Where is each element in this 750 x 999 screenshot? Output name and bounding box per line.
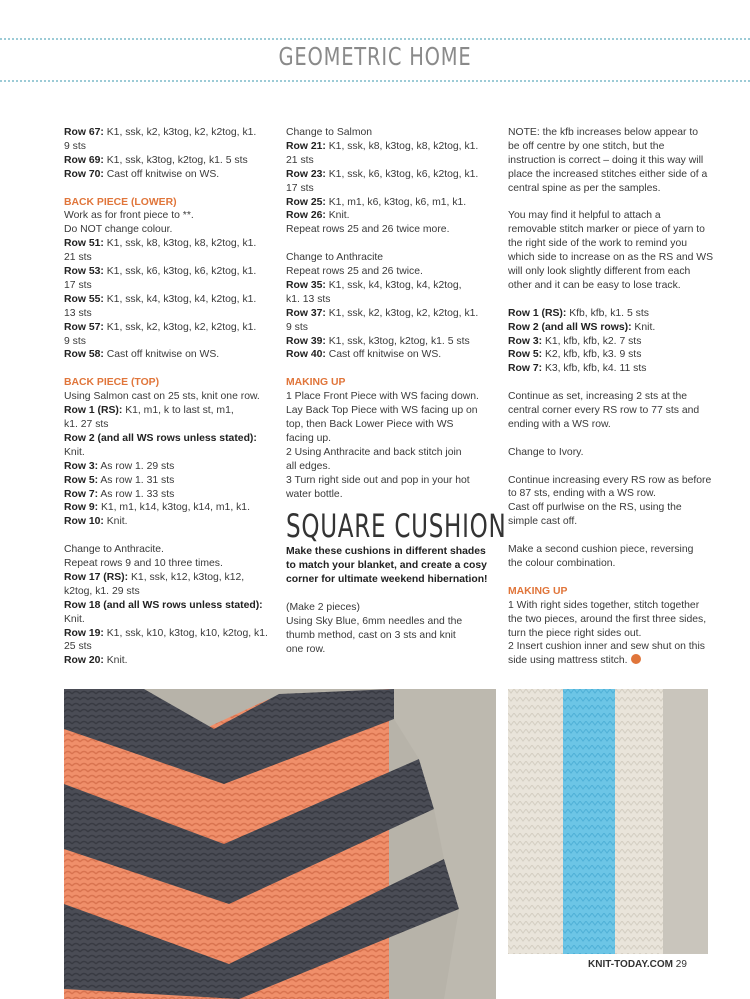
striped-cushion-photo bbox=[508, 689, 708, 954]
section-heading: MAKING UP bbox=[286, 377, 346, 389]
instruction-line bbox=[508, 209, 710, 223]
row-text: Using Salmon cast on 25 sts, knit one row. bbox=[64, 391, 260, 403]
row-text: Continue as set, increasing 2 sts at the bbox=[508, 391, 688, 403]
row-text: You may find it helpful to attach a bbox=[508, 210, 661, 222]
row-text: 2 Using Anthracite and back stitch join bbox=[286, 446, 462, 458]
instruction-line bbox=[64, 571, 264, 585]
row-text: K1, m1, k6, k3tog, k6, m1, k1. bbox=[325, 196, 467, 208]
instruction-line bbox=[286, 251, 488, 265]
row-label: Row 5: bbox=[64, 474, 99, 486]
instruction-line bbox=[508, 446, 710, 460]
row-text: which side to increase on as the RS and WS bbox=[508, 252, 714, 264]
instruction-line bbox=[508, 487, 710, 501]
instruction-line bbox=[64, 460, 264, 474]
row-label: Row 17 (RS): bbox=[64, 571, 129, 583]
instruction-line bbox=[286, 168, 488, 182]
instruction-line bbox=[508, 279, 710, 293]
row-label: Row 10: bbox=[64, 516, 104, 528]
instruction-line bbox=[508, 348, 710, 362]
instruction-line bbox=[64, 613, 264, 627]
instruction-line bbox=[508, 501, 710, 515]
square-cushion-title: SQUARE CUSHION bbox=[286, 507, 507, 546]
row-text: removable stitch marker or piece of yarn to bbox=[508, 224, 705, 236]
row-label: Row 9: bbox=[64, 502, 99, 514]
instruction-line bbox=[64, 335, 264, 349]
row-text: Repeat rows 25 and 26 twice. bbox=[286, 266, 423, 278]
row-text: Knit. bbox=[325, 210, 350, 222]
row-text: K1, ssk, k4, k3tog, k4, k2tog, bbox=[325, 279, 462, 291]
row-label: Row 5: bbox=[508, 349, 543, 361]
instruction-line bbox=[286, 474, 488, 488]
footer-site: KNIT-TODAY.COM bbox=[588, 959, 674, 970]
instruction-line bbox=[64, 432, 264, 446]
row-label: Row 1 (RS): bbox=[508, 307, 567, 319]
row-text: Work as for front piece to **. bbox=[64, 210, 194, 222]
row-label: Row 51: bbox=[64, 238, 104, 250]
row-text: facing up. bbox=[286, 432, 332, 444]
instruction-line bbox=[64, 348, 264, 362]
instruction-line bbox=[508, 613, 710, 627]
row-text: 21 sts bbox=[286, 154, 314, 166]
row-text: K1, kfb, kfb, k2. 7 sts bbox=[542, 335, 642, 347]
row-text: 3 Turn right side out and pop in your hot bbox=[286, 474, 470, 486]
row-text: K1, ssk, k2, k3tog, k2, k2tog, k1. bbox=[325, 307, 479, 319]
row-text: Make a second cushion piece, reversing bbox=[508, 544, 694, 556]
row-label: Row 37: bbox=[286, 307, 326, 319]
column-2 bbox=[286, 126, 507, 657]
row-text: As row 1. 31 sts bbox=[98, 474, 175, 486]
row-label: Row 2 (and all WS rows): bbox=[508, 321, 632, 333]
instruction-line bbox=[508, 140, 710, 154]
section-header: GEOMETRIC HOME bbox=[278, 42, 472, 71]
instruction-line bbox=[64, 168, 264, 182]
row-label: Row 70: bbox=[64, 168, 104, 180]
row-text: other and it can be easy to lose track. bbox=[508, 279, 681, 291]
instruction-line bbox=[286, 154, 488, 168]
instruction-line bbox=[64, 515, 264, 529]
striped-cushion-illustration bbox=[508, 689, 708, 954]
instruction-line bbox=[64, 640, 264, 654]
paragraph-gap bbox=[286, 362, 488, 376]
instruction-line bbox=[64, 140, 264, 154]
instruction-line bbox=[508, 362, 710, 376]
row-text: K1, ssk, k3tog, k2tog, k1. 5 sts bbox=[325, 335, 470, 347]
row-text: Knit. bbox=[103, 655, 128, 667]
instruction-line bbox=[286, 140, 488, 154]
row-label: Row 58: bbox=[64, 349, 104, 361]
row-label: Row 3: bbox=[64, 460, 99, 472]
instruction-line bbox=[508, 321, 710, 335]
chevron-knit-photo bbox=[64, 689, 496, 999]
page-footer bbox=[588, 959, 687, 970]
row-text: the two pieces, around the first three sides, bbox=[508, 613, 707, 625]
row-text: turn the piece right sides out. bbox=[508, 627, 642, 639]
row-label: Row 25: bbox=[286, 196, 326, 208]
row-text: central corner every RS row to 77 sts and bbox=[508, 405, 700, 417]
row-label: Row 39: bbox=[286, 335, 326, 347]
row-label: Row 26: bbox=[286, 210, 326, 222]
instruction-line bbox=[286, 446, 488, 460]
body-line: Using Sky Blue, 6mm needles and the bbox=[286, 615, 463, 627]
instruction-line bbox=[286, 223, 488, 237]
instruction-line bbox=[64, 126, 264, 140]
row-text: place the increased stitches either side of a bbox=[508, 168, 708, 180]
instruction-line bbox=[64, 585, 264, 599]
row-label: Row 67: bbox=[64, 127, 104, 138]
row-text: Change to Anthracite bbox=[286, 252, 384, 264]
body-line: one row. bbox=[286, 643, 326, 655]
row-text: NOTE: the kfb increases below appear to bbox=[508, 127, 699, 138]
row-text: K1, ssk, k8, k3tog, k8, k2tog, k1. bbox=[103, 238, 257, 250]
instruction-line bbox=[64, 627, 268, 641]
instruction-line bbox=[286, 126, 488, 140]
row-text: the right side of the work to remind you bbox=[508, 238, 688, 250]
header-dotted-rule bbox=[0, 80, 750, 82]
column-1 bbox=[64, 126, 268, 668]
paragraph-gap bbox=[64, 529, 264, 543]
column-3 bbox=[508, 126, 714, 668]
row-label: Row 7: bbox=[508, 363, 543, 375]
row-text: Knit. bbox=[64, 613, 85, 625]
instruction-line bbox=[64, 279, 264, 293]
instruction-line bbox=[508, 307, 710, 321]
instruction-line bbox=[286, 390, 488, 404]
row-text: K1, m1, k to last st, m1, bbox=[122, 405, 234, 417]
instruction-line bbox=[286, 335, 488, 349]
instruction-line bbox=[64, 501, 264, 515]
instruction-line bbox=[64, 251, 264, 265]
instruction-line bbox=[508, 543, 710, 557]
row-label: Row 20: bbox=[64, 655, 104, 667]
row-text: Cast off purlwise on the RS, using the bbox=[508, 502, 682, 514]
row-text: 9 sts bbox=[286, 321, 308, 333]
instruction-line bbox=[64, 307, 264, 321]
row-label: Row 55: bbox=[64, 293, 104, 305]
row-text: Knit. bbox=[631, 321, 656, 333]
instruction-line bbox=[64, 154, 264, 168]
instruction-line bbox=[508, 474, 710, 488]
instruction-line bbox=[508, 418, 710, 432]
row-text: central spine as per the samples. bbox=[508, 182, 661, 194]
instruction-line bbox=[508, 599, 710, 613]
row-text: top, then Back Lower Piece with WS bbox=[286, 419, 454, 430]
instruction-line bbox=[286, 404, 488, 418]
row-text: 9 sts bbox=[64, 140, 86, 152]
row-text: Knit. bbox=[64, 446, 85, 458]
row-text: ending with a WS row. bbox=[508, 418, 611, 430]
chevron-knit-illustration bbox=[64, 689, 496, 999]
square-cushion-intro bbox=[286, 545, 488, 587]
row-text: Change to Anthracite. bbox=[64, 544, 164, 556]
row-text: Do NOT change colour. bbox=[64, 224, 173, 236]
row-text: K2, kfb, kfb, k3. 9 sts bbox=[542, 349, 642, 361]
instruction-line bbox=[64, 418, 264, 432]
row-label: Row 40: bbox=[286, 349, 326, 361]
row-text: K1, ssk, k6, k3tog, k6, k2tog, k1. bbox=[325, 168, 479, 180]
row-text: K1, m1, k14, k3tog, k14, m1, k1. bbox=[98, 502, 250, 514]
row-label: Row 21: bbox=[286, 140, 326, 152]
paragraph-gap bbox=[64, 182, 264, 196]
paragraph-gap bbox=[508, 293, 710, 307]
row-label: Row 2 (and all WS rows unless stated): bbox=[64, 432, 257, 444]
row-label: Row 7: bbox=[64, 488, 99, 500]
row-label: Row 57: bbox=[64, 321, 104, 333]
row-text: Kfb, kfb, k1. 5 sts bbox=[566, 307, 649, 319]
row-text: K1, ssk, k10, k3tog, k10, k2tog, k1. bbox=[103, 627, 268, 639]
row-label: Row 69: bbox=[64, 154, 104, 166]
section-heading: MAKING UP bbox=[508, 585, 568, 597]
intro-line: to match your blanket, and create a cosy bbox=[286, 560, 487, 572]
instruction-line bbox=[508, 404, 710, 418]
paragraph-gap bbox=[508, 571, 710, 585]
row-text: K3, kfb, kfb, k4. 11 sts bbox=[542, 363, 647, 375]
section-heading: BACK PIECE (TOP) bbox=[64, 377, 160, 389]
row-text: 2 Insert cushion inner and sew shut on this bbox=[508, 641, 705, 653]
square-cushion-body bbox=[286, 601, 488, 657]
instruction-line bbox=[508, 182, 710, 196]
paragraph-gap bbox=[508, 432, 710, 446]
paragraph-gap bbox=[508, 460, 710, 474]
page-number: 29 bbox=[675, 959, 687, 970]
paragraph-gap bbox=[508, 376, 710, 390]
instruction-line bbox=[286, 279, 488, 293]
instruction-line bbox=[508, 265, 710, 279]
instruction-line bbox=[64, 265, 264, 279]
paragraph-gap bbox=[64, 362, 264, 376]
instruction-line bbox=[286, 348, 488, 362]
instruction-line bbox=[64, 209, 264, 223]
instruction-line bbox=[508, 654, 710, 668]
instruction-line bbox=[64, 557, 264, 571]
intro-line: corner for ultimate weekend hibernation! bbox=[286, 574, 488, 586]
row-text: k2tog, k1. 29 sts bbox=[64, 585, 140, 597]
row-text: Lay Back Top Piece with WS facing up on bbox=[286, 405, 478, 417]
row-text: Continue increasing every RS row as before bbox=[508, 474, 712, 486]
instruction-line bbox=[64, 390, 264, 404]
row-label: Row 23: bbox=[286, 168, 326, 180]
row-text: Cast off knitwise on WS. bbox=[103, 349, 220, 361]
instruction-line bbox=[64, 237, 264, 251]
instruction-line bbox=[64, 488, 264, 502]
row-label: Row 19: bbox=[64, 627, 104, 639]
row-text: Cast off knitwise on WS. bbox=[103, 168, 220, 180]
row-text: Change to Ivory. bbox=[508, 446, 584, 458]
row-text: 21 sts bbox=[64, 252, 92, 264]
instruction-line bbox=[508, 640, 710, 654]
instruction-line bbox=[286, 432, 488, 446]
row-text: water bottle. bbox=[286, 488, 343, 500]
row-label: Row 1 (RS): bbox=[64, 405, 123, 417]
row-text: As row 1. 33 sts bbox=[98, 488, 175, 500]
row-text: Repeat rows 25 and 26 twice more. bbox=[286, 224, 450, 236]
instruction-line bbox=[64, 404, 264, 418]
row-text: Knit. bbox=[103, 516, 128, 528]
paragraph-gap bbox=[508, 196, 710, 210]
row-label: Row 3: bbox=[508, 335, 543, 347]
paragraph-gap bbox=[508, 529, 710, 543]
instruction-line bbox=[508, 251, 714, 265]
instruction-line bbox=[64, 543, 264, 557]
instruction-line bbox=[286, 488, 488, 502]
instruction-line bbox=[286, 307, 488, 321]
row-text: will only look slightly different from each bbox=[508, 266, 691, 278]
instruction-line bbox=[286, 321, 488, 335]
row-text: As row 1. 29 sts bbox=[98, 460, 175, 472]
instruction-line bbox=[286, 418, 488, 432]
instruction-line bbox=[508, 154, 710, 168]
instruction-line bbox=[286, 182, 488, 196]
instruction-line bbox=[286, 293, 488, 307]
instruction-line bbox=[508, 515, 710, 529]
paragraph-gap bbox=[286, 237, 488, 251]
instruction-line bbox=[64, 293, 264, 307]
row-label: Row 35: bbox=[286, 279, 326, 291]
instruction-line bbox=[508, 390, 710, 404]
instruction-line bbox=[508, 168, 710, 182]
row-text: be off centre by one stitch, but the bbox=[508, 140, 665, 152]
top-dotted-border bbox=[0, 38, 750, 40]
row-text: K1, ssk, k4, k3tog, k4, k2tog, k1. bbox=[103, 293, 257, 305]
instruction-line bbox=[286, 209, 488, 223]
instruction-line bbox=[508, 627, 710, 641]
row-text: K1, ssk, k6, k3tog, k6, k2tog, k1. bbox=[103, 266, 257, 278]
instruction-line bbox=[64, 599, 264, 613]
instruction-line bbox=[64, 654, 264, 668]
instruction-line bbox=[286, 460, 488, 474]
intro-line: Make these cushions in different shades bbox=[286, 546, 486, 558]
row-text: Change to Salmon bbox=[286, 127, 373, 138]
instruction-line bbox=[64, 474, 264, 488]
row-text: K1, ssk, k2, k3tog, k2, k2tog, k1. bbox=[103, 127, 257, 138]
instruction-line bbox=[64, 321, 264, 335]
row-text: the colour combination. bbox=[508, 558, 616, 569]
row-label: Row 18 (and all WS rows unless stated): bbox=[64, 599, 263, 611]
instruction-line bbox=[508, 335, 710, 349]
row-text: to 87 sts, ending with a WS row. bbox=[508, 488, 656, 500]
row-text: 9 sts bbox=[64, 335, 86, 347]
row-text: 25 sts bbox=[64, 641, 92, 653]
instruction-line bbox=[64, 223, 264, 237]
instruction-line bbox=[508, 223, 710, 237]
row-text: Repeat rows 9 and 10 three times. bbox=[64, 558, 223, 570]
row-text: 13 sts bbox=[64, 307, 92, 319]
row-text: Cast off knitwise on WS. bbox=[325, 349, 442, 361]
row-text: k1. 13 sts bbox=[286, 293, 331, 305]
row-text: K1, ssk, k2, k3tog, k2, k2tog, k1. bbox=[103, 321, 257, 333]
row-text: 1 Place Front Piece with WS facing down. bbox=[286, 391, 479, 403]
body-line: (Make 2 pieces) bbox=[286, 602, 360, 614]
end-mark-icon bbox=[631, 654, 641, 664]
row-text: instruction is correct – doing it this way will bbox=[508, 154, 704, 166]
row-text: K1, ssk, k8, k3tog, k8, k2tog, k1. bbox=[325, 140, 479, 152]
row-text: simple cast off. bbox=[508, 516, 578, 528]
section-heading: BACK PIECE (LOWER) bbox=[64, 196, 177, 208]
instruction-line bbox=[286, 265, 488, 279]
row-text: 1 With right sides together, stitch together bbox=[508, 599, 700, 611]
row-text: all edges. bbox=[286, 460, 331, 472]
instruction-line bbox=[64, 446, 264, 460]
row-text: K1, ssk, k3tog, k2tog, k1. 5 sts bbox=[103, 154, 248, 166]
row-text: 17 sts bbox=[64, 279, 92, 291]
row-text: 17 sts bbox=[286, 182, 314, 194]
instruction-line bbox=[508, 237, 710, 251]
row-text: side using mattress stitch. bbox=[508, 655, 628, 667]
instruction-line bbox=[286, 196, 488, 210]
body-line: thumb method, cast on 3 sts and knit bbox=[286, 629, 456, 641]
row-text: K1, ssk, k12, k3tog, k12, bbox=[128, 571, 245, 583]
instruction-line bbox=[508, 126, 710, 140]
instruction-line bbox=[508, 557, 710, 571]
row-text: k1. 27 sts bbox=[64, 419, 109, 430]
row-label: Row 53: bbox=[64, 266, 104, 278]
